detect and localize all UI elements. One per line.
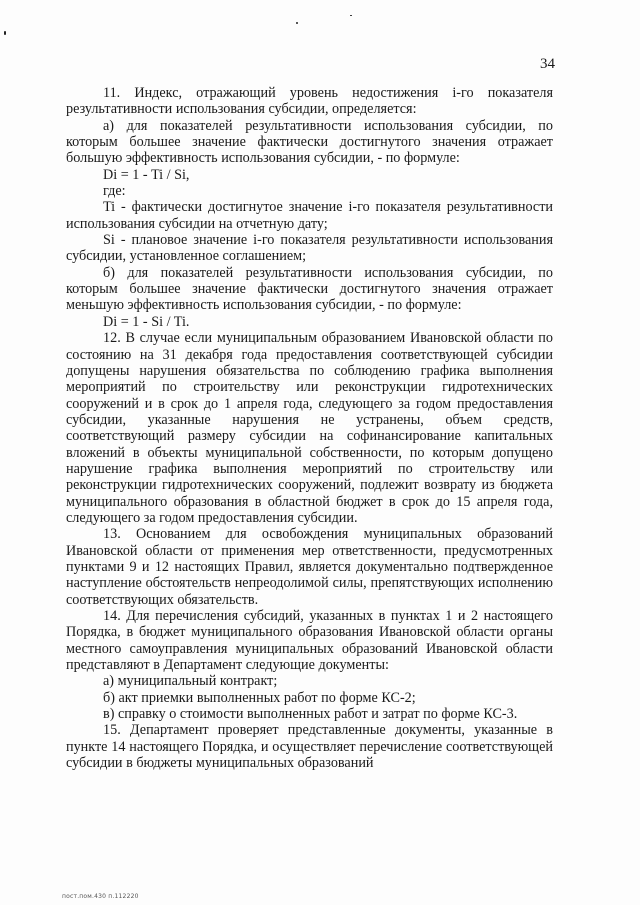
scan-speck <box>296 22 298 24</box>
definition-ti: Ti - фактически достигнутое значение i-го показателя результативности использования субсидии на отчетную дату; <box>66 199 553 232</box>
paragraph-13: 13. Основанием для освобождения муниципальных образований Ивановской области от применения мер ответственности, предусмотренных пунктами 9 и 12 настоящих Правил, является документально подтвержденное наступление обстоятельств непреодолимой силы, препятствующих исполнению соответствующих обязательств. <box>66 526 553 608</box>
list-item-c: в) справку о стоимости выполненных работ и затрат по форме КС-3. <box>103 706 518 723</box>
where-label: где: <box>103 183 126 200</box>
paragraph-11a: а) для показателей результативности использования субсидии, по которым большее значение фактически достигнутого значения отражает большую эффективность использования субсидии, - по формуле: <box>66 117 553 167</box>
definition-si: Si - плановое значение i-го показателя результативности использования субсидии, установленное соглашением; <box>66 232 553 265</box>
footer-code: пост.пом.430 п.112220 <box>62 893 139 900</box>
page-number: 34 <box>540 56 555 72</box>
formula-1: Di = 1 - Ti / Si, <box>103 166 190 183</box>
list-item-a: а) муниципальный контракт; <box>103 673 278 690</box>
paragraph-15: 15. Департамент проверяет представленные документы, указанные в пункте 14 настоящего Порядка, и осуществляет перечисление соответствующей субсидии в бюджеты муниципальных образований <box>66 722 553 772</box>
paragraph-11: 11. Индекс, отражающий уровень недостижения i-го показателя результативности использования субсидии, определяется: <box>66 85 553 118</box>
scan-speck <box>4 31 6 35</box>
document-body <box>66 85 553 771</box>
paragraph-14: 14. Для перечисления субсидий, указанных в пунктах 1 и 2 настоящего Порядка, в бюджет муниципального образования Ивановской области органы местного самоуправления муниципальных образований Ивановской области представляют в Департамент следующие документы: <box>66 608 553 674</box>
list-item-b: б) акт приемки выполненных работ по форме КС-2; <box>103 689 416 706</box>
formula-2: Di = 1 - Si / Ti. <box>103 313 190 330</box>
scan-speck <box>350 15 352 16</box>
paragraph-11b: б) для показателей результативности использования субсидии, по которым большее значение фактически достигнутого значения отражает меньшую эффективность использования субсидии, - по формуле: <box>66 264 553 314</box>
paragraph-12: 12. В случае если муниципальным образованием Ивановской области по состоянию на 31 декабря года предоставления соответствующей субсидии допущены нарушения обязательства по соблюдению графика выполнения мероприятий по строительству или реконструкции гидротехнических сооружений и в срок до 1 апреля года, следующего за годом предоставления субсидии, указанные нарушения не устранены, объем средств, соответствующий размеру субсидии на софинансирование капитальных вложений в объекты муниципальной собственности, по которым допущено нарушение графика выполнения мероприятий по строительству или реконструкции гидротехнических сооружений, подлежит возврату из бюджета муниципального образования в областной бюджет в срок до 15 апреля года, следующего за годом предоставления субсидии. <box>66 330 553 526</box>
